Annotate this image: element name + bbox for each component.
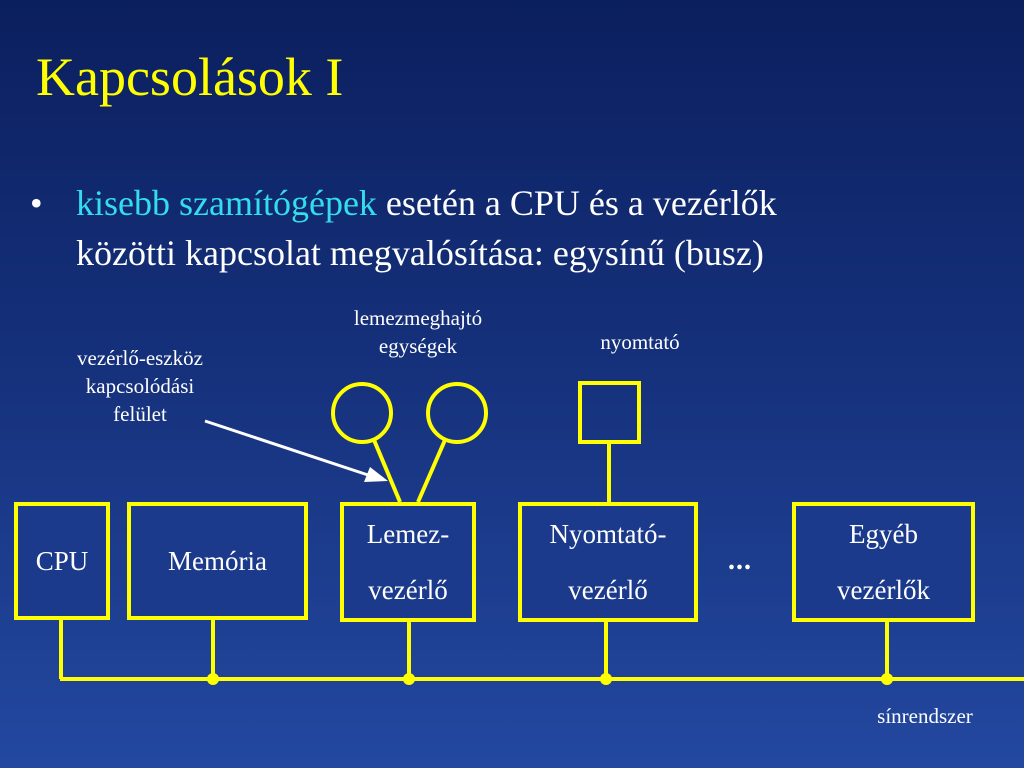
printer-controller-box — [518, 502, 698, 622]
disk-drives-label-line1: lemezmeghajtó — [353, 306, 483, 330]
bullet-line1-rest: esetén a CPU és a vezérlők — [376, 183, 777, 223]
bullet-line2: közötti kapcsolat megvalósítása: egysínű (busz) — [76, 233, 764, 273]
printer-controller-line2: vezérlő — [568, 575, 648, 605]
bullet-highlight: kisebb szamítógépek — [76, 183, 377, 223]
other-controllers-line1: Egyéb — [849, 519, 918, 549]
disk-link-2 — [418, 440, 445, 502]
bus-label: sínrendszer — [877, 704, 973, 728]
disk-controller-line2: vezérlő — [368, 575, 448, 605]
other-controllers-box — [792, 502, 975, 622]
disk-drive-1 — [333, 384, 391, 442]
printer-controller-line1: Nyomtató- — [549, 519, 667, 549]
other-controllers-line2: vezérlők — [837, 575, 930, 605]
ellipsis: ... — [728, 545, 752, 576]
printer-device — [580, 383, 639, 442]
disk-drives-label — [318, 304, 518, 360]
memory-box — [127, 502, 308, 620]
disk-drive-2 — [428, 384, 486, 442]
cpu-label: CPU — [35, 545, 89, 576]
interface-label-line3: felület — [113, 402, 167, 426]
cpu-box — [14, 502, 110, 620]
interface-label-line1: vezérlő-eszköz — [77, 346, 203, 370]
printer-label: nyomtató — [600, 330, 680, 354]
interface-arrow — [205, 421, 368, 475]
disk-controller-line1: Lemez- — [366, 519, 450, 549]
interface-label — [40, 344, 240, 428]
interface-label-line2: kapcsolódási — [85, 374, 195, 398]
disk-controller-box — [340, 502, 476, 622]
bus-junction — [403, 673, 415, 685]
bus-junction — [600, 673, 612, 685]
bus-junction — [207, 673, 219, 685]
bus-junction — [881, 673, 893, 685]
memory-label: Memória — [168, 545, 267, 576]
bullet-marker: • — [30, 183, 43, 223]
disk-drives-label-line2: egységek — [378, 334, 458, 358]
slide-title: Kapcsolások I — [36, 47, 344, 107]
disk-link-1 — [374, 440, 400, 502]
